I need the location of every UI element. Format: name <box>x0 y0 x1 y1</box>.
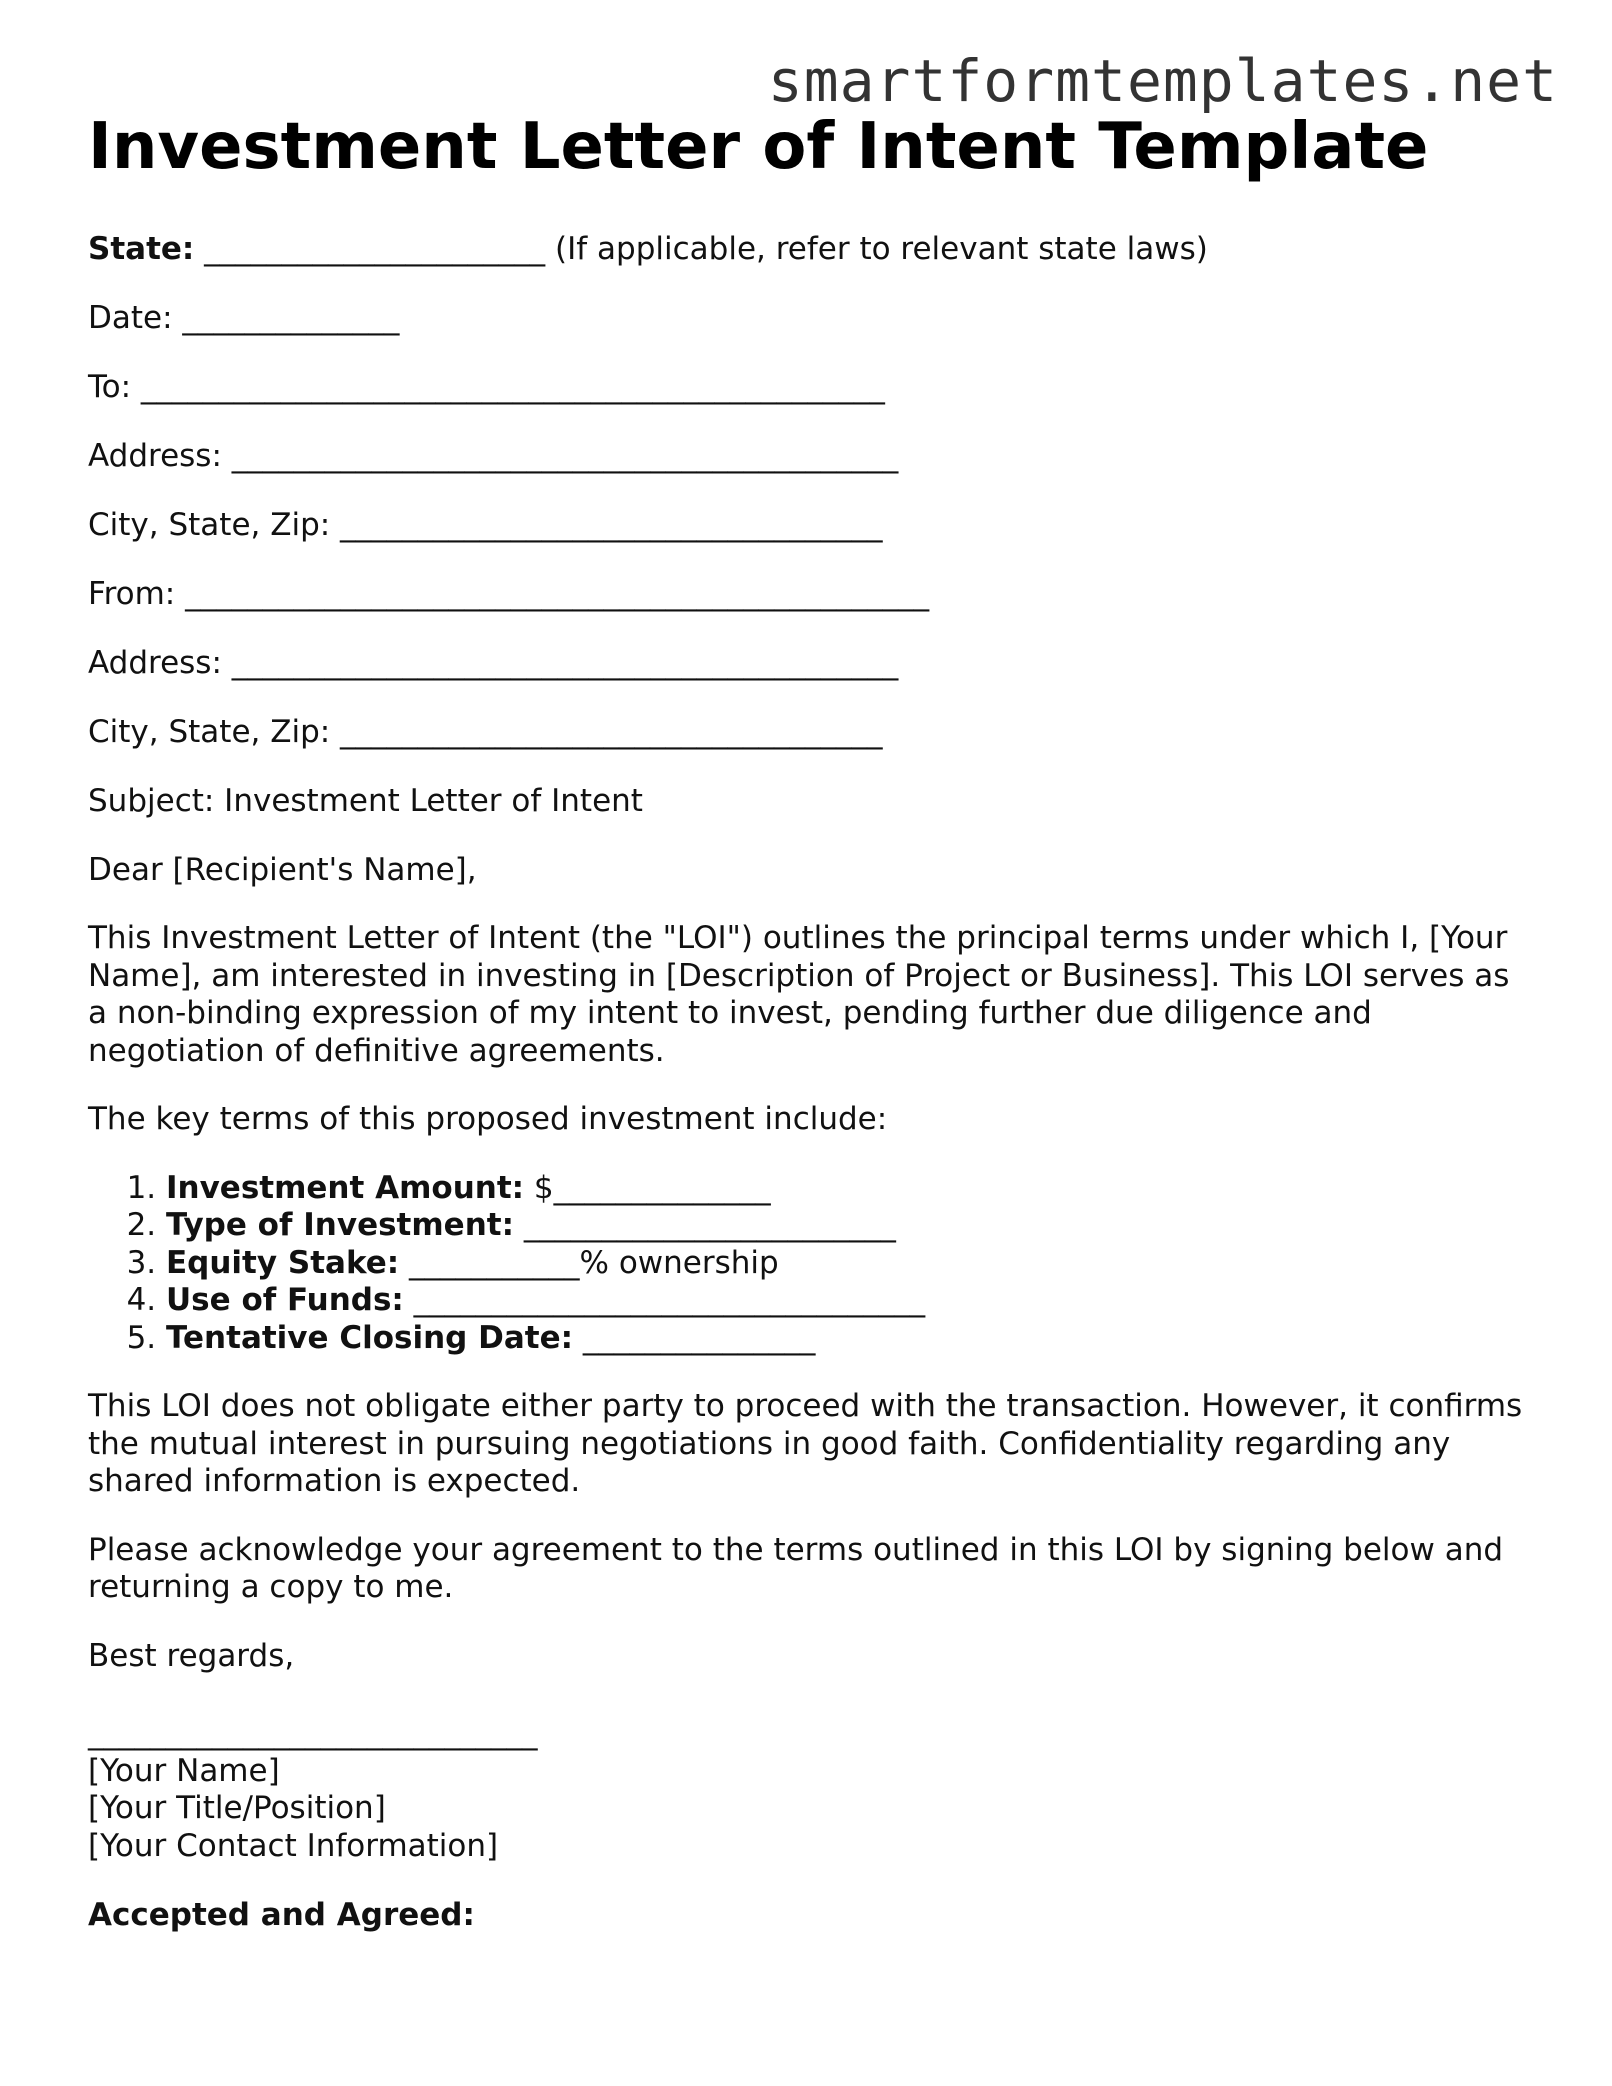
date-line[interactable]: Date: ______________ <box>88 300 400 337</box>
key-terms-intro: The key terms of this proposed investment include: <box>88 1101 888 1138</box>
term-blank[interactable]: $______________ <box>524 1169 771 1206</box>
term-label: Use of Funds: <box>166 1282 404 1319</box>
term-label: Type of Investment: <box>166 1207 514 1244</box>
document-body <box>88 112 1528 1934</box>
subject-line: Subject: Investment Letter of Intent <box>88 783 643 820</box>
accepted-and-agreed-heading: Accepted and Agreed: <box>88 1897 475 1934</box>
from-address-line[interactable]: Address: ___________________________________________ <box>88 645 899 682</box>
term-type-of-investment <box>166 1207 1528 1245</box>
to-line[interactable]: To: ________________________________________________ <box>88 369 885 406</box>
from-city-state-zip-line[interactable]: City, State, Zip: ___________________________________ <box>88 714 883 751</box>
page-title: Investment Letter of Intent Template <box>88 110 1429 184</box>
term-label: Investment Amount: <box>166 1169 525 1206</box>
signer-contact: [Your Contact Information] <box>88 1827 499 1864</box>
to-address-line[interactable]: Address: ___________________________________________ <box>88 438 899 475</box>
from-line[interactable]: From: ________________________________________________ <box>88 576 930 613</box>
term-label: Equity Stake: <box>166 1244 400 1281</box>
term-blank[interactable]: _______________ <box>573 1319 816 1356</box>
term-tentative-closing-date <box>166 1320 1528 1358</box>
term-blank[interactable]: ________________________ <box>513 1207 896 1244</box>
term-equity-stake <box>166 1245 1528 1283</box>
term-blank[interactable]: _________________________________ <box>403 1282 926 1319</box>
signer-name: [Your Name] <box>88 1752 280 1789</box>
signature-block <box>88 1753 1528 1866</box>
state-label: State: <box>88 231 195 268</box>
salutation: Dear [Recipient's Name], <box>88 852 477 889</box>
obligation-paragraph: This LOI does not obligate either party to proceed with the transaction. However, it confirms the mutual interest in pursuing negotiations in good faith. Confidentiality regarding any shared information is expected. <box>88 1388 1523 1500</box>
acknowledge-paragraph: Please acknowledge your agreement to the terms outlined in this LOI by signing below and returning a copy to me. <box>88 1531 1504 1606</box>
state-blank[interactable]: ______________________ <box>204 231 546 268</box>
state-line <box>88 230 1528 268</box>
term-label: Tentative Closing Date: <box>166 1319 574 1356</box>
to-city-state-zip-line[interactable]: City, State, Zip: ___________________________________ <box>88 507 883 544</box>
closing-phrase: Best regards, <box>88 1637 295 1674</box>
intro-paragraph: This Investment Letter of Intent (the "LOI") outlines the principal terms under which I, [Your Name], am interested in investing in [Description of Project or Business]. This LOI serves as a non-binding expression of my intent to invest, pending further due diligence and negotiation of definitive agreements. <box>88 920 1510 1069</box>
signer-title: [Your Title/Position] <box>88 1790 386 1827</box>
signature-line[interactable]: _____________________________ <box>88 1715 538 1752</box>
term-investment-amount <box>166 1170 1528 1208</box>
state-note: (If applicable, refer to relevant state laws) <box>545 231 1208 268</box>
watermark-text: smartformtemplates.net <box>767 47 1558 115</box>
term-blank[interactable]: ___________% ownership <box>399 1244 779 1281</box>
key-terms-list <box>88 1170 1528 1358</box>
term-use-of-funds <box>166 1282 1528 1320</box>
